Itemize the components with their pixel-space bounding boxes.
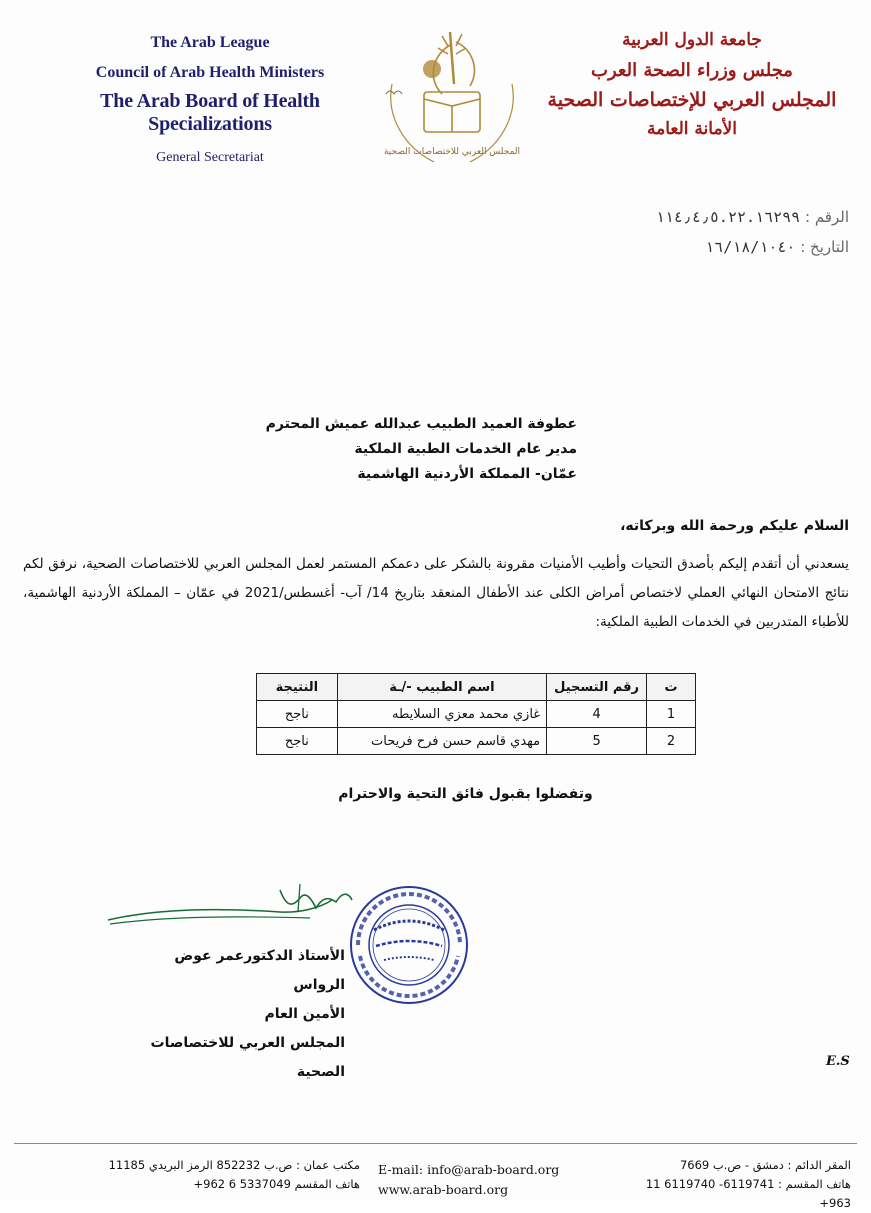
- header-ar-line4: الأمانة العامة: [647, 119, 737, 139]
- header-en-line1: The Arab League: [150, 34, 270, 51]
- header-arabic: [537, 30, 847, 139]
- header-en-line3: The Arab Board of Health Specializations: [100, 90, 320, 135]
- reference-date-row: [549, 232, 849, 262]
- reference-date-value: ١٦/١٨/١٠٤٠: [705, 238, 796, 256]
- organization-logo: [372, 24, 532, 174]
- header-en-line2: Council of Arab Health Ministers: [95, 64, 325, 81]
- footer-amman-phone: هاتف المقسم 5337049 6 962+: [193, 1177, 360, 1191]
- footer-headquarters: [616, 1156, 851, 1213]
- signatory-block: [120, 942, 345, 1087]
- table-row: [257, 728, 696, 755]
- addressee-line1: عطوفة العميد الطبيب عبدالله عميش المحترم: [265, 416, 577, 432]
- footer-amman-office: [60, 1156, 360, 1194]
- addressee-line3: عمّان- المملكة الأردنية الهاشمية: [357, 466, 577, 482]
- signatory-title: الأمين العام: [264, 1006, 345, 1022]
- reference-date-label: التاريخ :: [800, 238, 849, 256]
- greeting: السلام عليكم ورحمة الله وبركاته،: [620, 518, 849, 534]
- cell-doctor-name: مهدي قاسم حسن فرح فريحات: [337, 728, 546, 755]
- header-num: ت: [647, 674, 696, 701]
- addressee-block: [257, 412, 577, 487]
- header-en-line4: General Secretariat: [156, 150, 264, 165]
- handwritten-signature: [100, 878, 360, 938]
- reference-block: [549, 202, 849, 262]
- closing-line: وتفضلوا بقبول فائق التحية والاحترام: [338, 786, 593, 802]
- footer-contact: [378, 1160, 578, 1200]
- logo-text: المجلس العربي للاختصاصات الصحية: [383, 147, 521, 157]
- cell-registration: 5: [547, 728, 647, 755]
- signatory-name: الأستاذ الدكتورعمر عوض الرواس: [174, 948, 345, 993]
- typist-initials: E.S: [826, 1054, 850, 1069]
- footer-hq-address: المقر الدائم : دمشق - ص.ب 7669: [679, 1158, 851, 1172]
- reference-number-label: الرقم :: [805, 208, 849, 226]
- footer-amman-address: مكتب عمان : ص.ب 852232 الرمز البريدي 11185: [108, 1158, 360, 1172]
- header-ar-line3: المجلس العربي للإختصاصات الصحية: [547, 89, 837, 111]
- reference-number-row: [549, 202, 849, 232]
- header-ar-line2: مجلس وزراء الصحة العرب: [591, 60, 793, 81]
- cell-doctor-name: غازي محمد معزي السلايطه: [337, 701, 546, 728]
- addressee-line2: مدير عام الخدمات الطبية الملكية: [354, 441, 577, 457]
- cell-num: 2: [647, 728, 696, 755]
- header-result: النتيجة: [257, 674, 338, 701]
- reference-number-value: ١١٤٫٤٫٥.٢٢.١٦٢٩٩: [655, 208, 801, 226]
- cell-registration: 4: [547, 701, 647, 728]
- footer-email[interactable]: E-mail: info@arab-board.org: [378, 1162, 560, 1177]
- cell-num: 1: [647, 701, 696, 728]
- cell-result: ناجح: [257, 728, 338, 755]
- table-header-row: [257, 674, 696, 701]
- header-ar-line1: جامعة الدول العربية: [622, 30, 762, 50]
- table-row: [257, 701, 696, 728]
- signatory-org: المجلس العربي للاختصاصات الصحية: [150, 1035, 345, 1080]
- header-english: [60, 30, 360, 166]
- footer-website[interactable]: www.arab-board.org: [378, 1182, 509, 1197]
- footer-hq-phone: هاتف المقسم : 6119741- 6119740 11 963+: [645, 1177, 851, 1210]
- body-paragraph: يسعدني أن أتقدم إليكم بأصدق التحيات وأطيب الأمنيات مقرونة بالشكر على دعمكم المستمر لعمل المجلس العربي للاختصاصات الصحية، نرفق لكم نتائج الامتحان النهائي العملي لاختصاص أمراض الكلى عند الأطفال المنعقد بتاريخ 14/ آب- أغسطس/2021 في عمّان – المملكة الأردنية الهاشمية، للأطباء المتدربين في الخدمات الطبية الملكية:: [23, 556, 849, 630]
- cell-result: ناجح: [257, 701, 338, 728]
- footer-divider: [14, 1143, 857, 1144]
- results-table: [256, 673, 696, 755]
- header-doctor-name: اسم الطبيب -/ـة: [337, 674, 546, 701]
- official-stamp: [344, 880, 474, 1010]
- header-registration: رقم التسجيل: [547, 674, 647, 701]
